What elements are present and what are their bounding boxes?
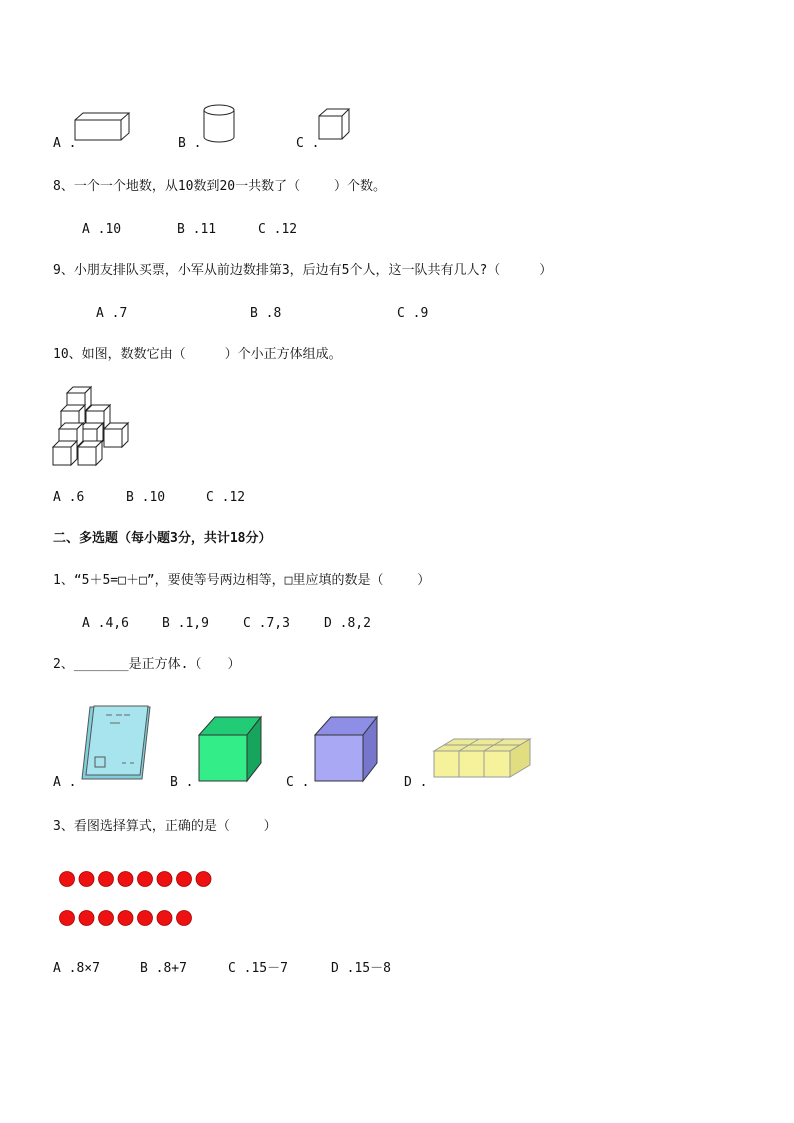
red-dot [138,911,153,926]
cylinder-figure [202,104,238,144]
m3-text: 3、看图选择算式，正确的是（ ） [53,819,277,834]
red-dot [79,872,94,887]
q9-option-b: B .8 [250,306,282,321]
cuboid-figure [74,112,134,142]
red-dot [118,872,133,887]
q7-option-b-label: B . [178,136,202,151]
red-dot [138,872,153,887]
q10-option-b: B .10 [126,490,166,505]
m3-option-c: C .15－7 [228,961,288,976]
book-figure [80,705,152,781]
m3-option-b: B .8+7 [140,961,187,976]
cube-figure [318,108,352,142]
red-dot [196,872,211,887]
m3-option-a: A .8×7 [53,961,100,976]
red-dot [60,872,75,887]
q9-text: 9、小朋友排队买票，小军从前边数排第3，后边有5个人，这一队共有几人?（ ） [53,263,553,278]
q9-option-c: C .9 [397,306,429,321]
section-2-heading: 二、多选题（每小题3分，共计18分） [53,531,272,546]
q7-option-a-label: A . [53,136,77,151]
q8-option-c: C .12 [258,222,298,237]
m2-option-b: B . [170,775,194,790]
m2-text: 2、_______是正方体.（ ） [53,657,241,672]
m2-option-a: A . [53,775,77,790]
red-dot [99,911,114,926]
red-dot [157,872,172,887]
m1-option-d: D .8,2 [324,616,371,631]
q10-option-c: C .12 [206,490,246,505]
q8-text: 8、一个一个地数，从10数到20一共数了（ ）个数。 [53,179,386,194]
m2-option-d: D . [404,775,428,790]
red-dot [177,911,192,926]
q9-option-a: A .7 [96,306,128,321]
q7-option-c-label: C . [296,136,320,151]
stacked-cubes-figure [52,386,134,468]
red-dot [99,872,114,887]
q8-option-a: A .10 [82,222,122,237]
m3-option-d: D .15－8 [331,961,391,976]
m1-option-a: A .4,6 [82,616,129,631]
green-cube-figure [197,715,265,783]
red-dot [60,911,75,926]
m1-option-b: B .1,9 [162,616,209,631]
red-dot [79,911,94,926]
red-dot [177,872,192,887]
yellow-tray-figure [432,737,534,781]
m2-option-c: C . [286,775,310,790]
m1-option-c: C .7,3 [243,616,290,631]
red-dot [118,911,133,926]
red-dots-figure [58,868,218,930]
q8-option-b: B .11 [177,222,217,237]
q10-option-a: A .6 [53,490,85,505]
m1-text: 1、“5＋5=□＋□”，要使等号两边相等，□里应填的数是（ ） [53,573,431,588]
q10-text: 10、如图，数数它由（ ）个小正方体组成。 [53,347,342,362]
purple-cube-figure [313,715,381,783]
red-dot [157,911,172,926]
